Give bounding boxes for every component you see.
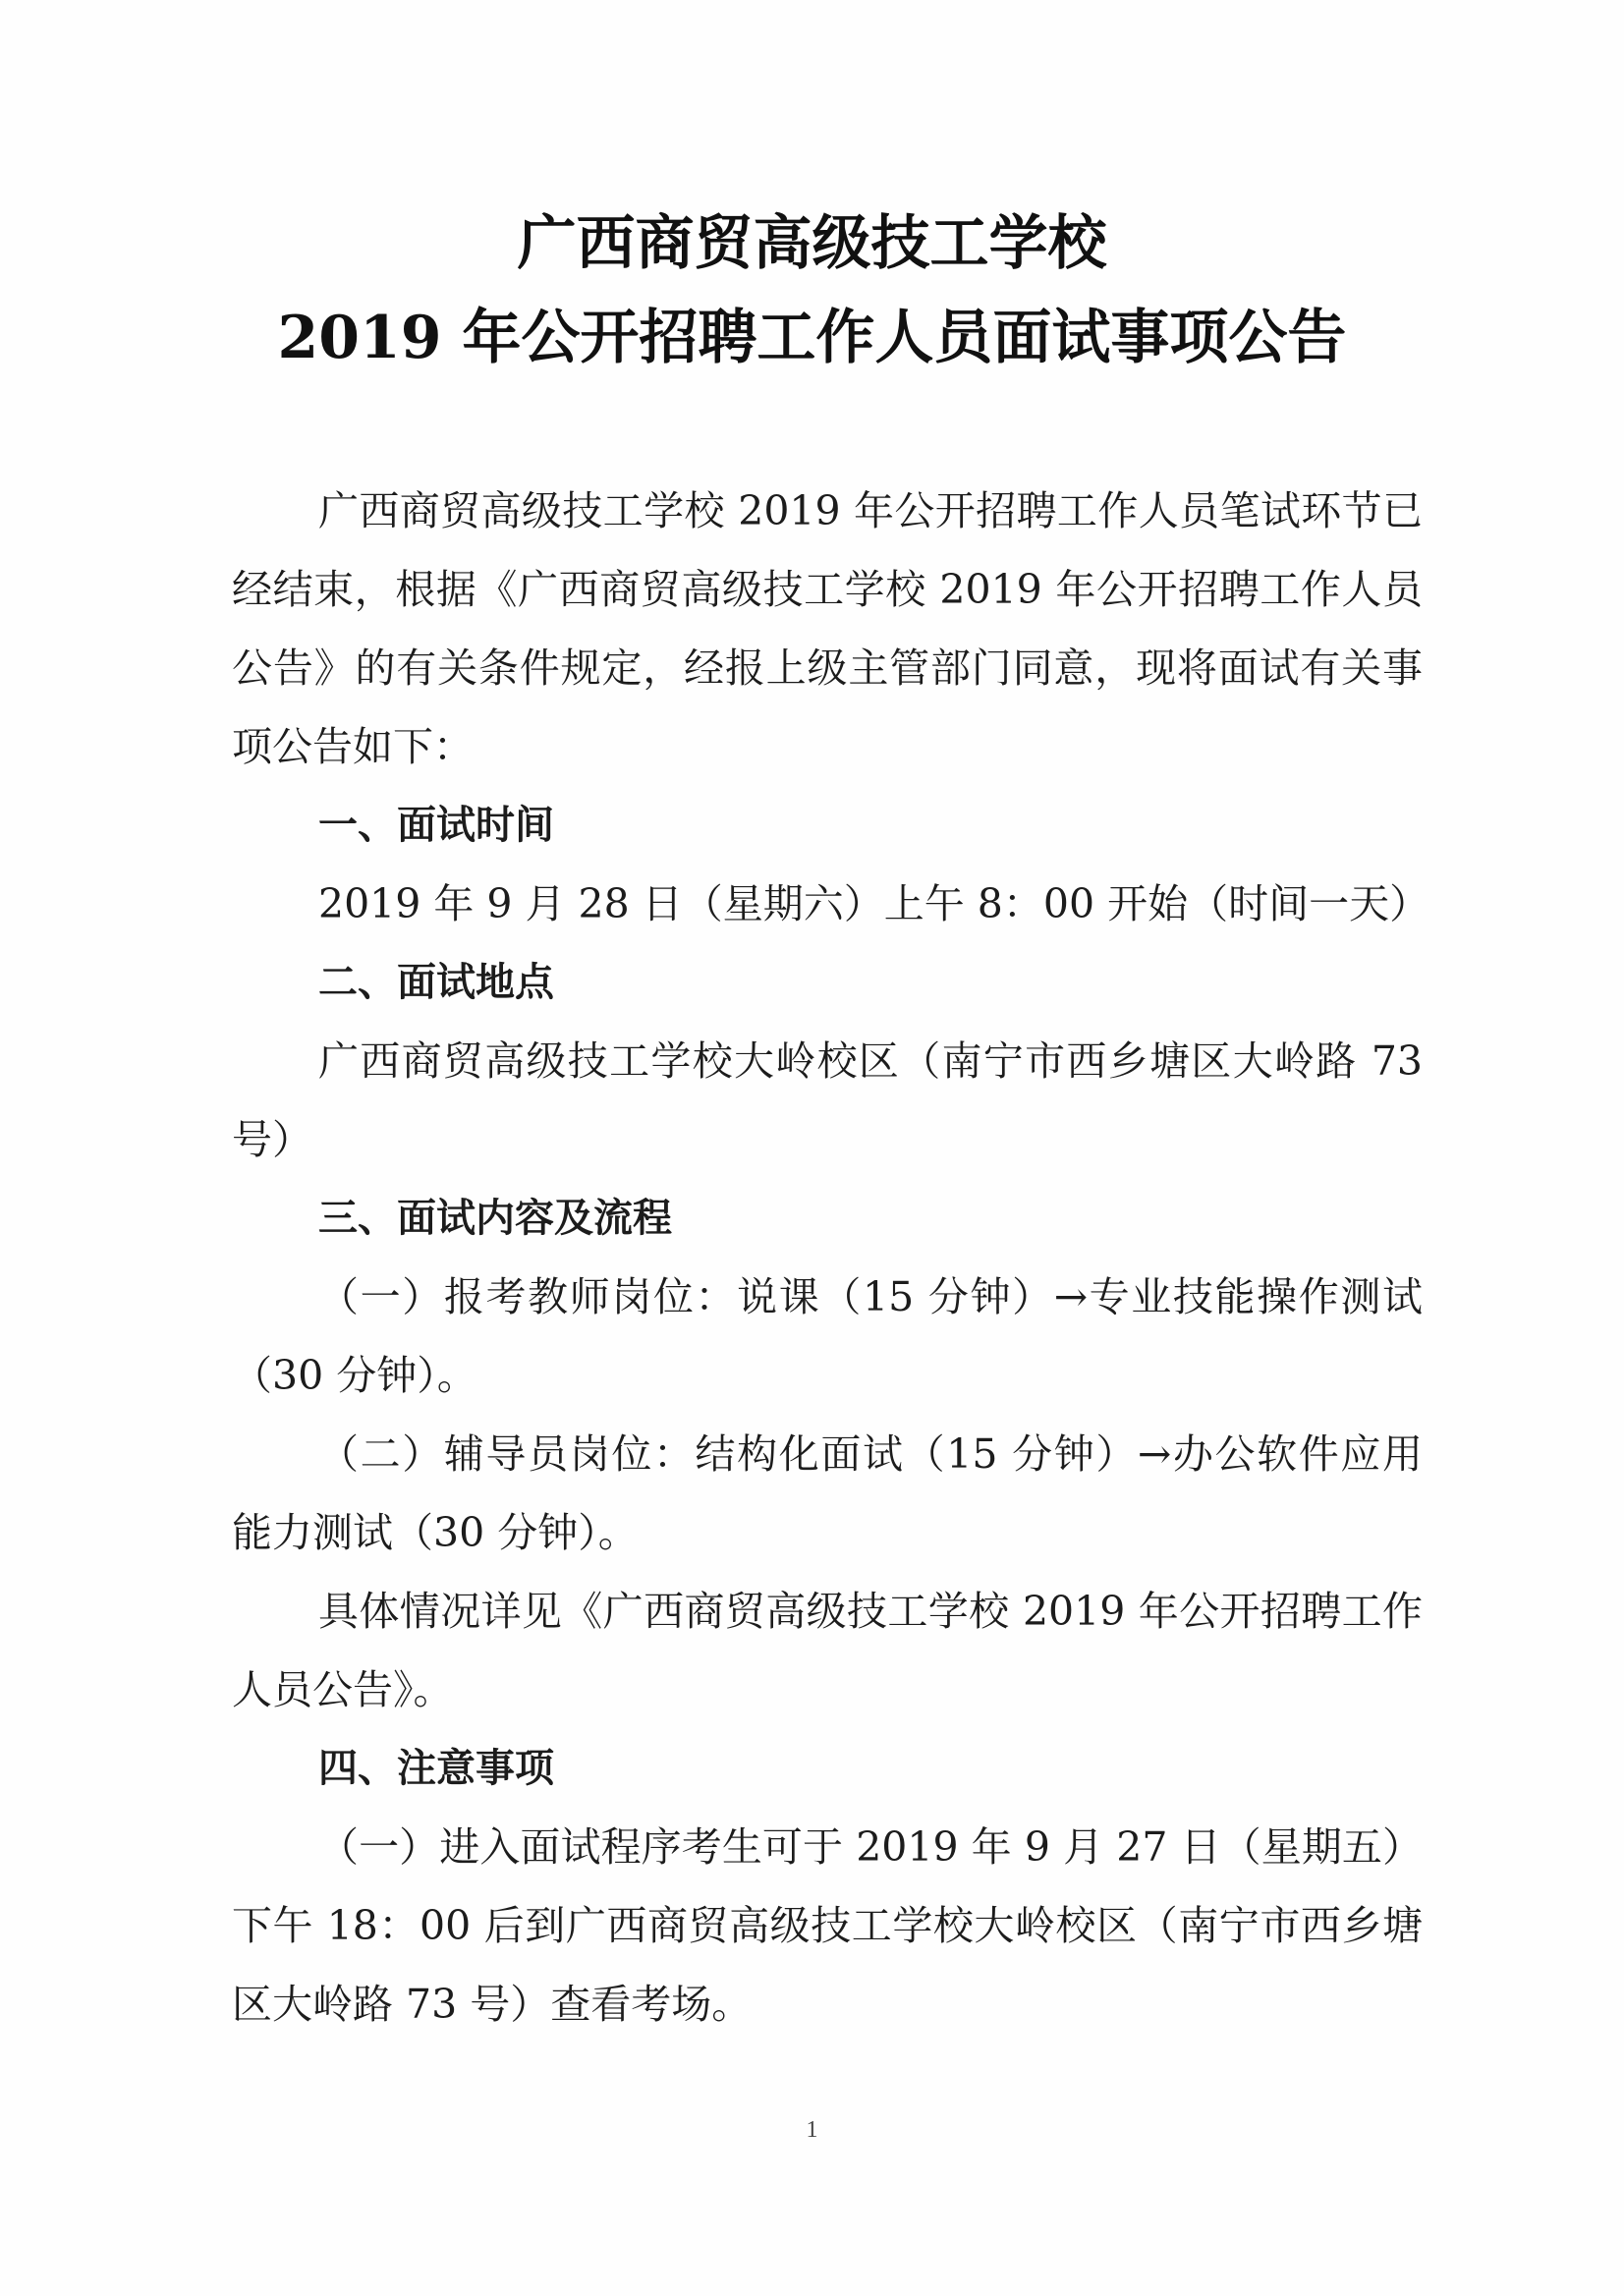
section-heading-time: 一、面试时间: [318, 803, 554, 848]
page-number: 1: [806, 2117, 818, 2143]
section-content-details: 具体情况详见《广西商贸高级技工学校 2019 年公开招聘工作人员公告》。: [232, 1588, 1423, 1713]
section-heading-location: 二、面试地点: [318, 960, 554, 1005]
intro-paragraph: 广西商贸高级技工学校 2019 年公开招聘工作人员笔试环节已经结束，根据《广西商贸高级技工学校 2019 年公开招聘工作人员公告》的有关条件规定，经报上级主管部门同意，现将面试有关事项公告如下：: [232, 487, 1423, 770]
section-heading-notes: 四、注意事项: [318, 1746, 554, 1791]
section-heading-content: 三、面试内容及流程: [318, 1196, 672, 1241]
section-notes-text: （一）进入面试程序考生可于 2019 年 9 月 27 日（星期五）下午 18：00 后到广西商贸高级技工学校大岭校区（南宁市西乡塘区大岭路 73 号）查看考场。: [232, 1823, 1423, 2028]
section-time-text: 2019 年 9 月 28 日（星期六）上午 8：00 开始（时间一天）: [318, 880, 1430, 927]
document-title-line-2: 2019 年公开招聘工作人员面试事项公告: [277, 304, 1347, 372]
section-location-text: 广西商贸高级技工学校大岭校区（南宁市西乡塘区大岭路 73 号）: [232, 1037, 1423, 1163]
document-title-line-1: 广西商贸高级技工学校: [517, 209, 1107, 278]
document-body: [232, 472, 1430, 2044]
section-content-counselor: （二）辅导员岗位：结构化面试（15 分钟）→办公软件应用能力测试（30 分钟）。: [232, 1430, 1423, 1556]
section-content-teacher: （一）报考教师岗位：说课（15 分钟）→专业技能操作测试（30 分钟）。: [232, 1273, 1423, 1399]
